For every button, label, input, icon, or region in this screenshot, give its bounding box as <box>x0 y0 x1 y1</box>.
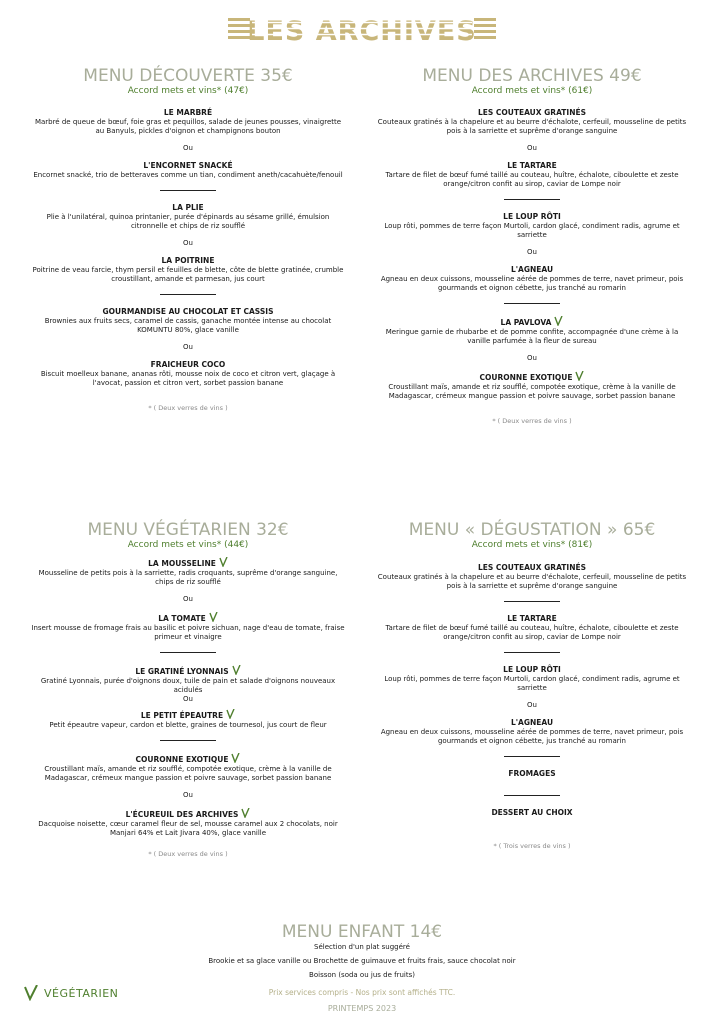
or-separator: Ou <box>183 595 193 603</box>
dish-name: L'ÉCUREUIL DES ARCHIVES <box>125 810 239 819</box>
dish-name-row <box>374 371 690 383</box>
dish-desc: Plie à l'unilatéral, quinoa printanier, purée d'épinards au sésame grillé, émulsion citronnelle et chips de riz soufflé <box>46 213 330 230</box>
dish-name: LA POITRINE <box>161 256 215 265</box>
or-separator: Ou <box>183 695 193 703</box>
dish-name-row <box>30 709 346 721</box>
leaf-icon <box>232 665 241 675</box>
leaf-icon <box>554 316 563 326</box>
dish-desc: Dacquoise noisette, cœur caramel fleur de sel, mousse caramel aux 2 chocolats, noir Manjari 64% et Lait Jivara 40%, glace vanille <box>38 820 338 837</box>
dish-name-row <box>30 665 346 677</box>
les-archives-logo <box>228 14 496 44</box>
leaf-icon <box>209 612 218 622</box>
dish-name: LE TARTARE <box>507 614 557 623</box>
menu-decouverte <box>30 66 346 412</box>
dish-name-row <box>30 808 346 820</box>
dish-name: LA PAVLOVA <box>500 318 552 327</box>
dish-name: L'AGNEAU <box>510 718 554 727</box>
dish-desc: Brownies aux fruits secs, caramel de cassis, ganache montée intense au chocolat KOMUNTU 80%, glace vanille <box>44 317 332 334</box>
dish-name: LE TARTARE <box>507 161 557 170</box>
menu-archives <box>374 66 690 425</box>
dish-name: DESSERT AU CHOIX <box>491 808 573 817</box>
dish-desc: Loup rôti, pommes de terre façon Murtoli, cardon glacé, condiment radis, agrume et sarriette <box>384 675 680 692</box>
or-separator: Ou <box>183 791 193 799</box>
enfant-line: Brookie et sa glace vanille ou Brochette de guimauve et fruits frais, sauce chocolat noir <box>208 957 516 965</box>
dish-name: COURONNE EXOTIQUE <box>135 755 229 764</box>
menu-accord: Accord mets et vins* (47€) <box>127 86 249 96</box>
leaf-icon <box>226 709 235 719</box>
or-separator: Ou <box>183 343 193 351</box>
course-divider <box>504 199 560 200</box>
price-note: Prix services compris - Nos prix sont affichés TTC. <box>268 988 456 997</box>
dish-name: FRAICHEUR COCO <box>150 360 226 369</box>
dish-name: GOURMANDISE AU CHOCOLAT ET CASSIS <box>102 307 274 316</box>
enfant-line: Sélection d'un plat suggéré <box>314 943 410 951</box>
menu-title: MENU ENFANT 14€ <box>281 922 443 942</box>
menu-accord: Accord mets et vins* (81€) <box>471 540 593 550</box>
course-divider <box>160 190 216 191</box>
or-separator: Ou <box>527 144 537 152</box>
menu-degustation <box>374 520 690 850</box>
course-divider <box>504 601 560 602</box>
leaf-icon <box>241 808 250 818</box>
menu-vegetarien <box>30 520 346 858</box>
dish-desc: Loup rôti, pommes de terre façon Murtoli, cardon glacé, condiment radis, agrume et sarriette <box>384 222 680 239</box>
or-separator: Ou <box>527 354 537 362</box>
or-separator: Ou <box>527 248 537 256</box>
dish-desc: Biscuit moelleux banane, ananas rôti, mousse noix de coco et citron vert, glaçage à l'avocat, passion et citron vert, sorbet passion banane <box>40 370 336 387</box>
menu-title: MENU DES ARCHIVES 49€ <box>422 66 642 86</box>
dish-name: LE LOUP RÔTI <box>503 665 561 674</box>
course-divider <box>504 756 560 757</box>
dish-desc: Agneau en deux cuissons, mousseline aérée de pommes de terre, navet primeur, pois gourmands et oignon cébette, jus tranché au romarin <box>380 728 684 745</box>
dish-desc: Mousseline de petits pois à la sarriette, radis croquants, suprême d'orange sanguine, chips de riz soufflé <box>38 569 338 586</box>
dish-name: FROMAGES <box>508 769 556 778</box>
menu-accord: Accord mets et vins* (44€) <box>127 540 249 550</box>
dish-desc: Petit épeautre vapeur, cardon et blette, graines de tournesol, jus court de fleur <box>49 721 327 729</box>
dish-desc: Encornet snacké, trio de betteraves comme un tian, condiment aneth/cacahuète/fenouil <box>33 171 343 179</box>
course-divider <box>160 652 216 653</box>
menu-title: MENU VÉGÉTARIEN 32€ <box>87 520 289 540</box>
dish-name-row <box>30 753 346 765</box>
course-divider <box>504 303 560 304</box>
dish-name: LA TOMATE <box>158 614 206 623</box>
dish-desc: Tartare de filet de bœuf fumé taillé au couteau, huître, échalote, ciboulette et zeste orange/citron confit au sirop, caviar de Lompe noir <box>385 624 679 641</box>
logo-text: LES ARCHIVES <box>247 16 477 44</box>
course-divider <box>504 652 560 653</box>
dish-name: LE GRATINÉ LYONNAIS <box>135 667 229 676</box>
dish-desc: Insert mousse de fromage frais au basilic et poivre sichuan, nage d'eau de tomate, fraise primeur et vinaigre <box>31 624 345 641</box>
menu-accord: Accord mets et vins* (61€) <box>471 86 593 96</box>
dish-name: LE MARBRÉ <box>163 108 213 117</box>
dish-name: L'AGNEAU <box>510 265 554 274</box>
wine-footnote: * ( Deux verres de vins ) <box>492 417 572 425</box>
dish-desc: Gratiné Lyonnais, purée d'oignons doux, tuile de pain et salade d'oignons nouveaux acidulés <box>40 677 336 694</box>
dish-desc: Poitrine de veau farcie, thym persil et feuilles de blette, côte de blette gratinée, crumble croustillant, amande et parmesan, jus court <box>32 266 344 283</box>
menu-title: MENU « DÉGUSTATION » 65€ <box>408 520 656 540</box>
menu-enfant <box>120 922 604 981</box>
dish-desc: Couteaux gratinés à la chapelure et au beurre d'échalote, cerfeuil, mousseline de petits pois à la sarriette et suprême d'orange sanguine <box>377 118 687 135</box>
dish-desc: Marbré de queue de bœuf, foie gras et pequillos, salade de jeunes pousses, vinaigrette au Banyuls, pickles d'oignon et champignons bouton <box>34 118 342 135</box>
enfant-line: Boisson (soda ou jus de fruits) <box>309 971 415 979</box>
course-divider <box>160 294 216 295</box>
season-label: PRINTEMPS 2023 <box>327 1004 397 1013</box>
course-divider <box>504 795 560 796</box>
dish-name: LA MOUSSELINE <box>148 559 216 568</box>
dish-desc: Tartare de filet de bœuf fumé taillé au couteau, huître, échalote, ciboulette et zeste orange/citron confit au sirop, caviar de Lompe noir <box>385 171 679 188</box>
or-separator: Ou <box>183 144 193 152</box>
dish-name: LES COUTEAUX GRATINÉS <box>477 108 587 117</box>
leaf-icon <box>219 557 228 567</box>
dish-desc: Croustillant maïs, amande et riz soufflé, compotée exotique, crème à la vanille de Madagascar, crémeux mangue passion et poivre sauvage, sorbet passion banane <box>388 383 676 400</box>
dish-name: LA PLIE <box>172 203 204 212</box>
dish-name-row <box>30 557 346 569</box>
wine-footnote: * ( Trois verres de vins ) <box>493 842 571 850</box>
dish-desc: Agneau en deux cuissons, mousseline aérée de pommes de terre, navet primeur, pois gourmands et oignon cébette, jus tranché au romarin <box>380 275 684 292</box>
dish-desc: Croustillant maïs, amande et riz soufflé, compotée exotique, crème à la vanille de Madagascar, crémeux mangue passion et poivre sauvage, sorbet passion banane <box>44 765 332 782</box>
dish-name: LE LOUP RÔTI <box>503 212 561 221</box>
dish-name: LE PETIT ÉPEAUTRE <box>140 711 224 720</box>
leaf-icon <box>575 371 584 381</box>
course-divider <box>160 740 216 741</box>
dish-name-row <box>30 612 346 624</box>
or-separator: Ou <box>183 239 193 247</box>
leaf-icon <box>231 753 240 763</box>
wine-footnote: * ( Deux verres de vins ) <box>148 404 228 412</box>
menu-title: MENU DÉCOUVERTE 35€ <box>83 66 293 86</box>
legend-label: VÉGÉTARIEN <box>44 986 119 1000</box>
dish-name: LES COUTEAUX GRATINÉS <box>477 563 587 572</box>
dish-desc: Couteaux gratinés à la chapelure et au beurre d'échalote, cerfeuil, mousseline de petits pois à la sarriette et suprême d'orange sanguine <box>377 573 687 590</box>
wine-footnote: * ( Deux verres de vins ) <box>148 850 228 858</box>
dish-name-row <box>374 316 690 328</box>
dish-name: COURONNE EXOTIQUE <box>479 373 573 382</box>
or-separator: Ou <box>527 701 537 709</box>
dish-name: L'ENCORNET SNACKÉ <box>143 161 233 170</box>
dish-desc: Meringue garnie de rhubarbe et de pomme confite, accompagnée d'une crème à la vanille parfumée à la fleur de sureau <box>385 328 679 345</box>
